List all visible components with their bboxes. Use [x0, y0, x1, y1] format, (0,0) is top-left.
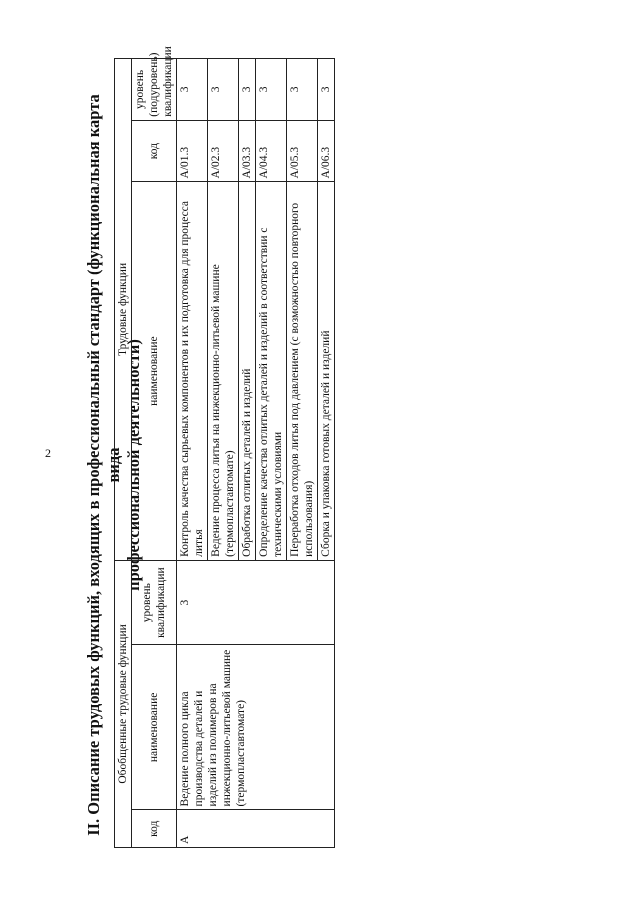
function-name: Контроль качества сырьевых компонентов и их подготовка для процесса литья: [177, 182, 208, 560]
page-number: 2: [45, 446, 51, 460]
functional-map-table: [114, 46, 335, 848]
function-name: Определение качества отлитых деталей и изделий в соответствии с техническими условиями: [256, 182, 287, 560]
header-generalized-functions: Обобщенные трудовые функции: [115, 560, 132, 847]
generalized-code: А: [177, 810, 335, 848]
function-level: 3: [239, 59, 256, 121]
header-tf-level: уровень (подуровень) квалификации: [132, 59, 177, 121]
function-level: 3: [287, 59, 318, 121]
section-heading-line-2: профессиональной деятельности): [124, 339, 143, 591]
function-level: 3: [318, 59, 335, 121]
header-labor-functions: Трудовые функции: [115, 59, 132, 561]
header-level: уровень квалификации: [132, 560, 177, 645]
header-code: код: [132, 810, 177, 848]
function-code: А/05.3: [287, 120, 318, 182]
generalized-name: Ведение полного цикла производства деталей и изделий из полимеров на инжекционно-литьевой машине (термопластавтомате): [177, 645, 335, 810]
function-name: Сборка и упаковка готовых деталей и изделий: [318, 182, 335, 560]
header-name: наименование: [132, 645, 177, 810]
generalized-level: 3: [177, 560, 335, 645]
function-name: Переработка отходов литья под давлением (с возможностью повторного использования): [287, 182, 318, 560]
header-row-groups: [115, 59, 132, 848]
function-name: Обработка отлитых деталей и изделий: [239, 182, 256, 560]
function-level: 3: [208, 59, 239, 121]
header-row-columns: [132, 59, 177, 848]
section-heading-line-1: II. Описание трудовых функций, входящих в профессиональный стандарт (функциональная карта вида: [84, 94, 123, 836]
function-code: А/03.3: [239, 120, 256, 182]
table-row: [177, 59, 208, 848]
function-code: А/06.3: [318, 120, 335, 182]
function-level: 3: [256, 59, 287, 121]
function-code: А/01.3: [177, 120, 208, 182]
function-level: 3: [177, 59, 208, 121]
header-tf-code: код: [132, 120, 177, 182]
function-code: А/02.3: [208, 120, 239, 182]
function-code: А/04.3: [256, 120, 287, 182]
header-tf-name: наименование: [132, 182, 177, 560]
function-name: Ведение процесса литья на инжекционно-литьевой машине (термопластавтомате): [208, 182, 239, 560]
